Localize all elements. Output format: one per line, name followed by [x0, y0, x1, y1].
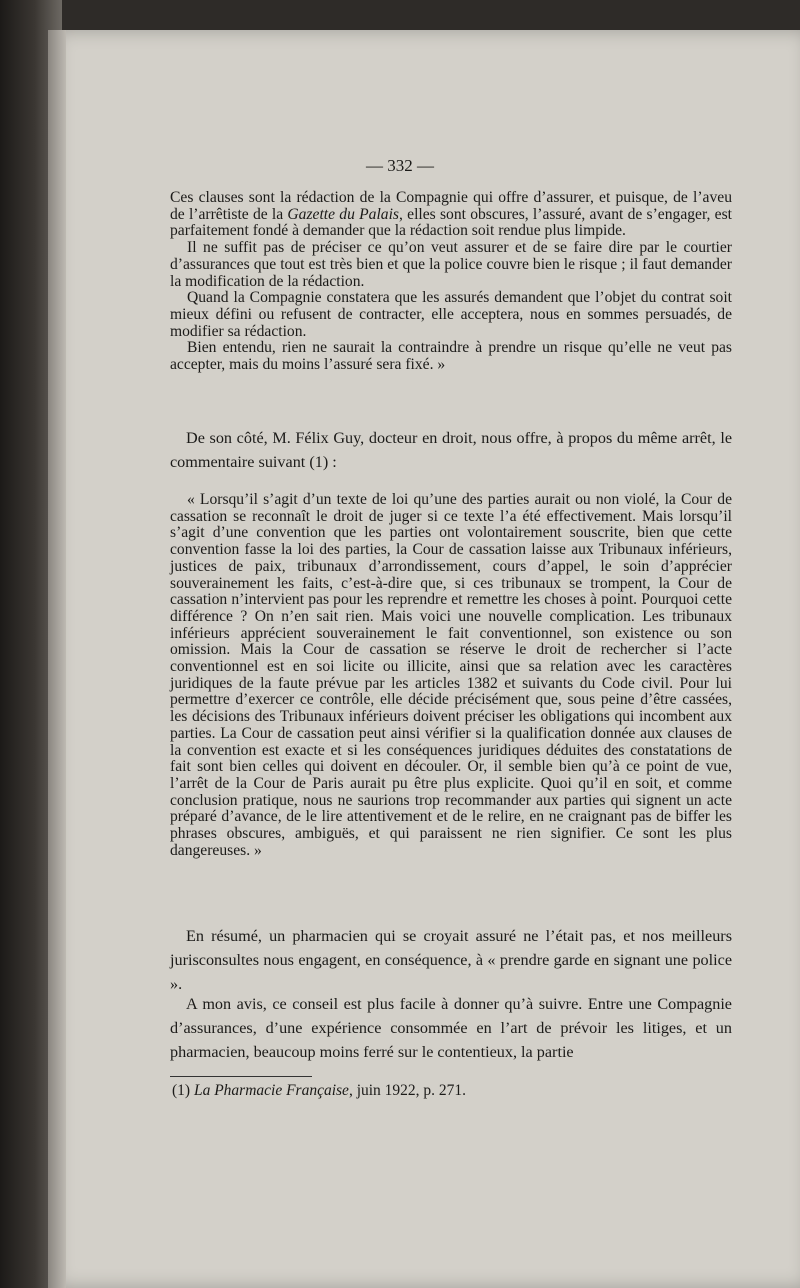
intro-paragraph: De son côté, M. Félix Guy, docteur en droit, nous offre, à propos du même arrêt, le commentaire suivant (1) : [170, 429, 732, 471]
guy-commentary-quote: « Lorsqu’il s’agit d’un texte de loi qu’une des parties aurait ou non violé, la Cour de cassation se reconnaît le droit de juger si ce texte l’a été effectivement. Mais lorsqu’il s’agit d’une convention que les parties ont volontairement souscrite, bien que cette convention fasse la loi des parties, la Cour de cassation laisse aux Tribunaux inférieurs, justices de paix, tribunaux d’arrondissement, cours d’appel, le soin d’apprécier souverainement les faits, c’est-à-dire que, si ces tribunaux se trompent, la Cour de cassation n’intervient pas pour les reprendre et remettre les choses à point. Pourquoi cette différence ? On n’en sait rien. Mais voici une nouvelle complication. Les tribunaux inférieurs apprécient souverainement le fait conventionnel, son existence ou son omission. Mais la Cour de cassation se réserve le droit de rechercher si l’acte conventionnel est en soi licite ou illicite, ainsi que sa relation avec les caractères juridiques de la faute prévue par les articles 1382 et suivants du Code civil. Pour lui permettre d’exercer ce contrôle, elle décide précisément que, sous peine d’être cassées, les décisions des Tribunaux inférieurs doivent préciser les obligations qui incombent aux parties. La Cour de cassation peut ainsi vérifier si la qualification donnée aux clauses de la convention est exacte et si les conséquences juridiques déduites des constatations de fait sont bien celles qui doivent en découler. Or, il semble bien qu’à ce point de vue, l’arrêt de la Cour de Paris aurait pu être plus explicite. Quoi qu’il en soit, et comme conclusion pratique, nous ne saurions trop recommander aux parties qui signent un acte préparé d’avance, de le lire attentivement et de le relire, en ne craignant pas de biffer les phrases obscures, ambiguës, et qui paraissent ne rien signifier. Ce sont les plus dangereuses. » [170, 491, 732, 859]
footnote-journal-title: La Pharmacie Française [193, 1082, 349, 1099]
footnote-rule [170, 1076, 312, 1077]
page-number: — 332 — [366, 156, 434, 175]
gazette-title: Gazette du Palais [287, 205, 399, 223]
quote-continuation [170, 190, 732, 374]
opinion-paragraph: A mon avis, ce conseil est plus facile à donner qu’à suivre. Entre une Compagnie d’assurances, d’une expérience consommée en l’art de prévoir les litiges, et un pharmacien, beaucoup moins ferré sur le contentieux, la partie [170, 995, 732, 1061]
page-edge-shadow [48, 30, 66, 1288]
quote-paragraph-1: Ces clauses sont la rédaction de la Compagnie qui offre d’assurer, et puisque, de l’aveu de l’arrêtiste de la Gazette du Palais, elles sont obscures, l’assuré, avant de s’engager, est parfaitement fondé à demander que la rédaction soit rendue plus limpide. [170, 189, 732, 240]
quote-paragraph-3: Quand la Compagnie constatera que les assurés demandent que l’objet du contrat soit mieux défini ou refusent de contracter, elle acceptera, nous en sommes persuadés, de modifier sa rédaction. [170, 289, 732, 340]
footnote: (1) La Pharmacie Française, juin 1922, p. 271. [172, 1082, 467, 1099]
resume-paragraph: En résumé, un pharmacien qui se croyait assuré ne l’était pas, et nos meilleurs jurisconsultes nous engagent, en conséquence, à « prendre garde en signant une police ». [170, 927, 732, 993]
quote-paragraph-4: Bien entendu, rien ne saurait la contraindre à prendre un risque qu’elle ne veut pas accepter, mais du moins l’assuré sera fixé. » [170, 339, 732, 374]
quote-paragraph-2: Il ne suffit pas de préciser ce qu’on veut assurer et de se faire dire par le courtier d’assurances que tout est très bien et que la police couvre bien le risque ; il faut demander la modification de la rédaction. [170, 239, 732, 290]
